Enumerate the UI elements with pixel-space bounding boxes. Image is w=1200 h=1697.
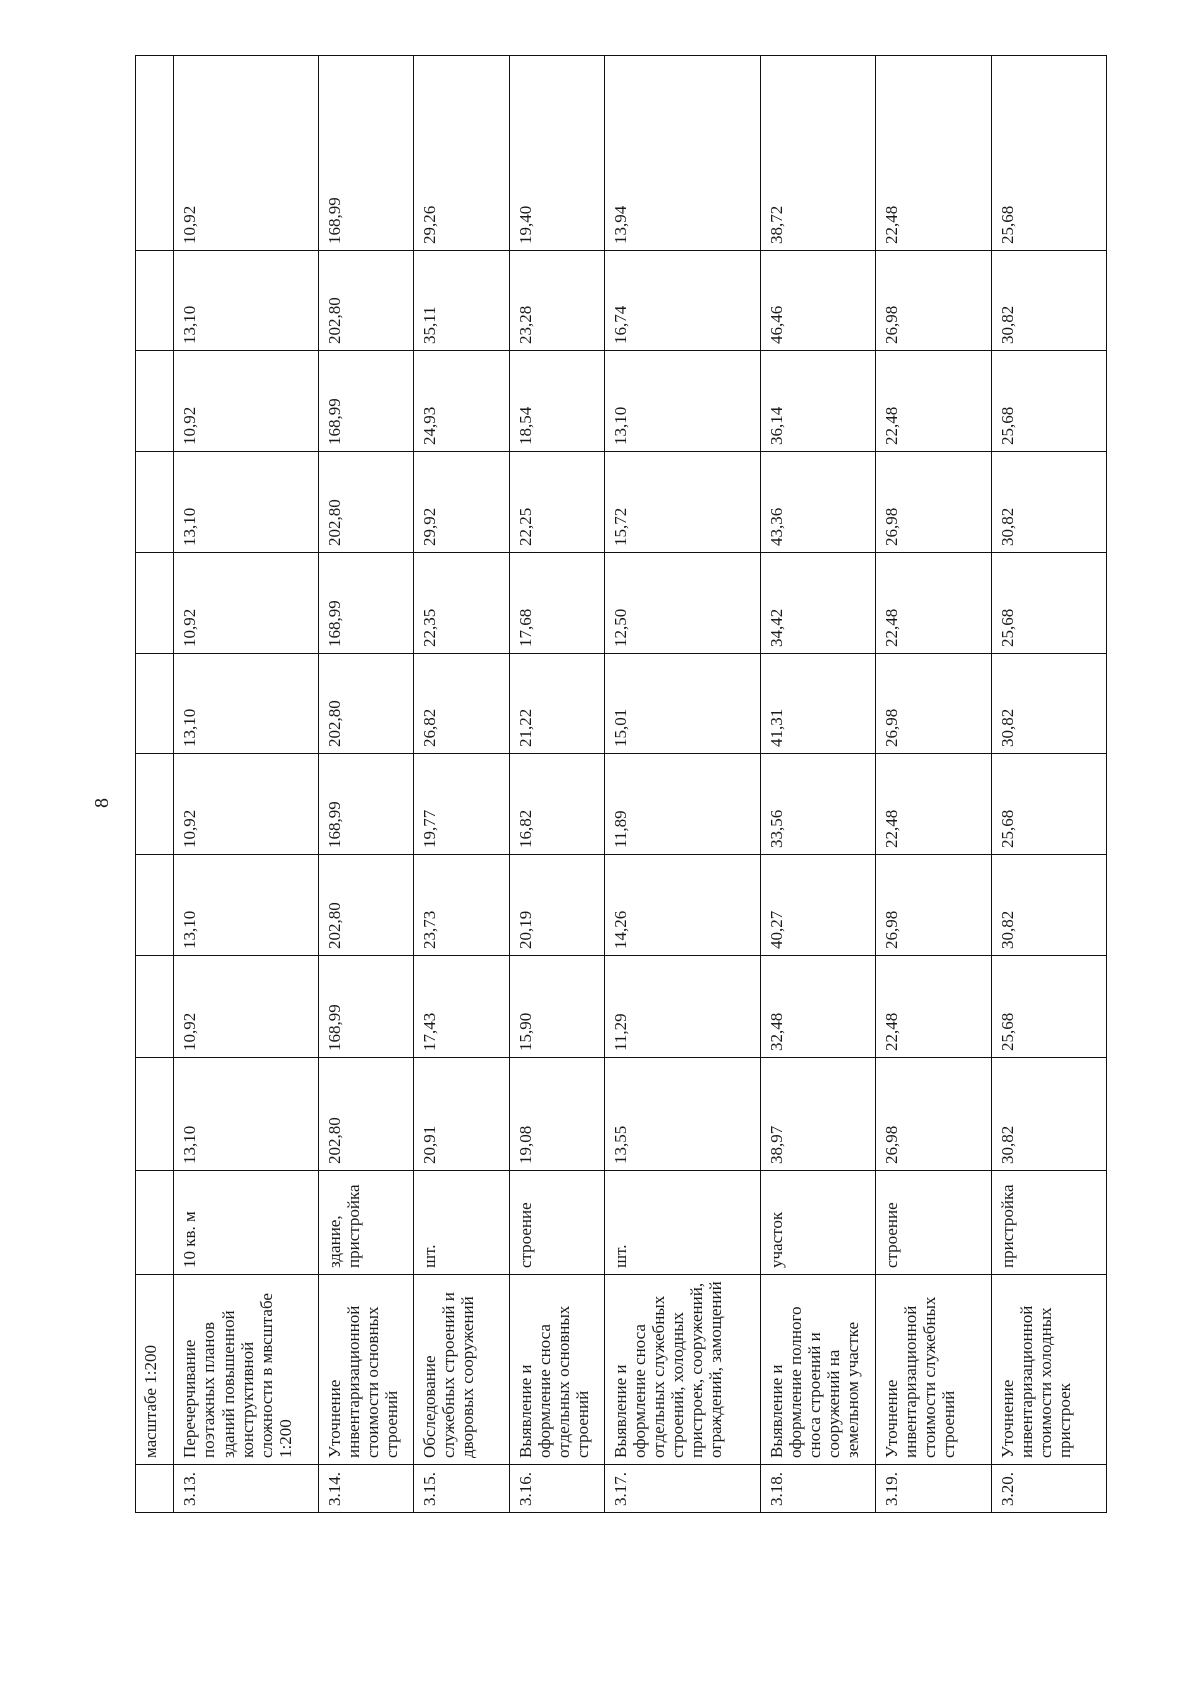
table-cell bbox=[136, 956, 174, 1058]
price-cell: 34,42 bbox=[760, 553, 875, 654]
price-cell: 13,10 bbox=[174, 855, 318, 956]
price-cell: 22,25 bbox=[509, 452, 604, 553]
price-cell: 15,90 bbox=[509, 956, 604, 1058]
price-cell: 10,92 bbox=[174, 956, 318, 1058]
row-number: 3.13. bbox=[174, 1465, 318, 1513]
price-cell: 10,92 bbox=[174, 351, 318, 452]
row-number: 3.17. bbox=[604, 1465, 760, 1513]
table-cell bbox=[136, 754, 174, 855]
price-cell: 13,10 bbox=[174, 452, 318, 553]
price-cell: 33,56 bbox=[760, 754, 875, 855]
table-header-row bbox=[136, 56, 174, 1513]
table-cell bbox=[136, 251, 174, 351]
price-cell: 22,48 bbox=[876, 754, 991, 855]
price-cell: 25,68 bbox=[991, 553, 1106, 654]
table-row bbox=[604, 56, 760, 1513]
price-cell: 18,54 bbox=[509, 351, 604, 452]
price-cell: 38,72 bbox=[760, 56, 875, 251]
price-cell: 26,98 bbox=[876, 654, 991, 754]
price-cell: 36,14 bbox=[760, 351, 875, 452]
price-cell: 168,99 bbox=[318, 956, 413, 1058]
work-name: Уточнение инвентаризационной стоимости холодных пристроек bbox=[991, 1275, 1106, 1465]
price-cell: 19,40 bbox=[509, 56, 604, 251]
price-cell: 32,48 bbox=[760, 956, 875, 1058]
price-cell: 13,55 bbox=[604, 1058, 760, 1171]
unit-of-measure: строение bbox=[509, 1171, 604, 1275]
price-cell: 16,82 bbox=[509, 754, 604, 855]
price-cell: 202,80 bbox=[318, 855, 413, 956]
table-cell bbox=[136, 1058, 174, 1171]
price-cell: 29,26 bbox=[413, 56, 509, 251]
price-cell: 30,82 bbox=[991, 654, 1106, 754]
price-cell: 20,91 bbox=[413, 1058, 509, 1171]
price-cell: 25,68 bbox=[991, 56, 1106, 251]
price-cell: 30,82 bbox=[991, 251, 1106, 351]
unit-of-measure: здание, пристройка bbox=[318, 1171, 413, 1275]
work-name: Уточнение инвентаризационной стоимости служебных строений bbox=[876, 1275, 991, 1465]
price-cell: 202,80 bbox=[318, 1058, 413, 1171]
price-cell: 15,01 bbox=[604, 654, 760, 754]
table-cell: масштабе 1:200 bbox=[136, 1275, 174, 1465]
work-name: Перечерчивание поэтажных планов зданий повышенной конструктивной сложности в мвсштабе 1:200 bbox=[174, 1275, 318, 1465]
price-cell: 21,22 bbox=[509, 654, 604, 754]
price-cell: 13,10 bbox=[604, 351, 760, 452]
price-cell: 22,48 bbox=[876, 956, 991, 1058]
price-cell: 25,68 bbox=[991, 956, 1106, 1058]
row-number: 3.19. bbox=[876, 1465, 991, 1513]
row-number: 3.18. bbox=[760, 1465, 875, 1513]
price-cell: 16,74 bbox=[604, 251, 760, 351]
price-cell: 22,35 bbox=[413, 553, 509, 654]
row-number: 3.20. bbox=[991, 1465, 1106, 1513]
price-cell: 22,48 bbox=[876, 56, 991, 251]
price-cell: 40,27 bbox=[760, 855, 875, 956]
price-cell: 168,99 bbox=[318, 553, 413, 654]
price-cell: 26,98 bbox=[876, 452, 991, 553]
price-cell: 19,77 bbox=[413, 754, 509, 855]
price-cell: 46,46 bbox=[760, 251, 875, 351]
row-number: 3.14. bbox=[318, 1465, 413, 1513]
table-row bbox=[760, 56, 875, 1513]
unit-of-measure: строение bbox=[876, 1171, 991, 1275]
table-cell bbox=[136, 452, 174, 553]
price-cell: 14,26 bbox=[604, 855, 760, 956]
page-number: 8 bbox=[91, 798, 113, 808]
price-cell: 12,50 bbox=[604, 553, 760, 654]
price-cell: 17,68 bbox=[509, 553, 604, 654]
price-cell: 35,11 bbox=[413, 251, 509, 351]
table-cell bbox=[136, 553, 174, 654]
unit-of-measure: пристройка bbox=[991, 1171, 1106, 1275]
table-cell bbox=[136, 654, 174, 754]
price-cell: 13,10 bbox=[174, 654, 318, 754]
price-cell: 22,48 bbox=[876, 553, 991, 654]
unit-of-measure: участок bbox=[760, 1171, 875, 1275]
price-cell: 10,92 bbox=[174, 754, 318, 855]
price-cell: 23,28 bbox=[509, 251, 604, 351]
price-cell: 25,68 bbox=[991, 754, 1106, 855]
table-cell bbox=[136, 1171, 174, 1275]
price-cell: 17,43 bbox=[413, 956, 509, 1058]
price-cell: 13,94 bbox=[604, 56, 760, 251]
price-cell: 168,99 bbox=[318, 754, 413, 855]
price-cell: 15,72 bbox=[604, 452, 760, 553]
table-cell bbox=[136, 351, 174, 452]
price-cell: 10,92 bbox=[174, 56, 318, 251]
unit-of-measure: 10 кв. м bbox=[174, 1171, 318, 1275]
price-cell: 22,48 bbox=[876, 351, 991, 452]
price-cell: 13,10 bbox=[174, 251, 318, 351]
price-cell: 41,31 bbox=[760, 654, 875, 754]
price-cell: 29,92 bbox=[413, 452, 509, 553]
price-cell: 10,92 bbox=[174, 553, 318, 654]
price-cell: 26,98 bbox=[876, 1058, 991, 1171]
price-cell: 25,68 bbox=[991, 351, 1106, 452]
work-name: Обследование служебных строений и дворовых сооружений bbox=[413, 1275, 509, 1465]
table-row bbox=[991, 56, 1106, 1513]
price-cell: 11,89 bbox=[604, 754, 760, 855]
price-cell: 43,36 bbox=[760, 452, 875, 553]
price-cell: 20,19 bbox=[509, 855, 604, 956]
work-name: Выявление и оформление полного сноса строений и сооружений на земельном участке bbox=[760, 1275, 875, 1465]
unit-of-measure: шт. bbox=[413, 1171, 509, 1275]
price-cell: 11,29 bbox=[604, 956, 760, 1058]
price-cell: 38,97 bbox=[760, 1058, 875, 1171]
price-cell: 26,98 bbox=[876, 251, 991, 351]
work-name: Выявление и оформление сноса отдельных основных строений bbox=[509, 1275, 604, 1465]
price-cell: 19,08 bbox=[509, 1058, 604, 1171]
unit-of-measure: шт. bbox=[604, 1171, 760, 1275]
price-cell: 23,73 bbox=[413, 855, 509, 956]
price-cell: 26,98 bbox=[876, 855, 991, 956]
price-cell: 168,99 bbox=[318, 56, 413, 251]
row-number: 3.15. bbox=[413, 1465, 509, 1513]
work-name: Уточнение инвентаризационной стоимости основных строений bbox=[318, 1275, 413, 1465]
table-cell bbox=[136, 855, 174, 956]
row-number: 3.16. bbox=[509, 1465, 604, 1513]
table-row bbox=[318, 56, 413, 1513]
table-cell bbox=[136, 56, 174, 251]
table-cell bbox=[136, 1465, 174, 1513]
rate-table bbox=[135, 55, 1107, 1513]
price-cell: 202,80 bbox=[318, 654, 413, 754]
price-cell: 26,82 bbox=[413, 654, 509, 754]
price-cell: 202,80 bbox=[318, 452, 413, 553]
table-row bbox=[509, 56, 604, 1513]
price-cell: 30,82 bbox=[991, 452, 1106, 553]
rate-table-wrapper bbox=[135, 56, 1107, 1513]
price-cell: 168,99 bbox=[318, 351, 413, 452]
table-row bbox=[876, 56, 991, 1513]
table-row bbox=[174, 56, 318, 1513]
price-cell: 13,10 bbox=[174, 1058, 318, 1171]
price-cell: 30,82 bbox=[991, 1058, 1106, 1171]
price-cell: 30,82 bbox=[991, 855, 1106, 956]
work-name: Выявление и оформление сноса отдельных служебных строений, холодных пристроек, сооружений, ограждений, замощений bbox=[604, 1275, 760, 1465]
table-row bbox=[413, 56, 509, 1513]
price-cell: 202,80 bbox=[318, 251, 413, 351]
price-cell: 24,93 bbox=[413, 351, 509, 452]
